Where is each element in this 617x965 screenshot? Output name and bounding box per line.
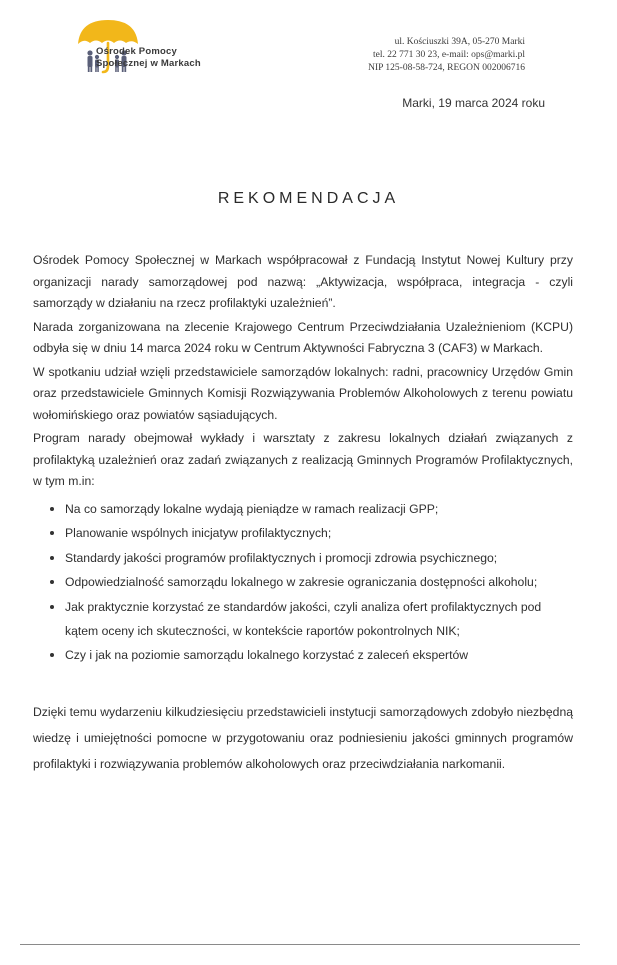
program-topics-list — [33, 497, 573, 668]
organization-name-line2: Społecznej w Markach — [96, 58, 201, 69]
organization-name-line1: Ośrodek Pomocy — [96, 46, 177, 57]
paragraph-participants: W spotkaniu udział wzięli przedstawiciele samorządów lokalnych: radni, pracownicy Urzędów Gmin oraz przedstawiciele Gminnych Komisji Rozwiązywania Problemów Alkoholowych z terenu powiatu wołomińskiego oraz powiatów sąsiadujących. — [33, 364, 573, 422]
list-item: Planowanie wspólnych inicjatyw profilaktycznych; — [50, 521, 573, 546]
list-item: Odpowiedzialność samorządu lokalnego w zakresie ograniczania dostępności alkoholu; — [50, 570, 573, 595]
paragraph-event: Narada zorganizowana na zlecenie Krajowego Centrum Przeciwdziałania Uzależnieniom (KCPU) odbyła się w dniu 14 marca 2024 roku w Centrum Aktywności Fabryczna 3 (CAF3) w Markach. — [33, 319, 573, 355]
list-item: Na co samorządy lokalne wydają pieniądze w ramach realizacji GPP; — [50, 497, 573, 522]
document-title: REKOMENDACJA — [217, 190, 400, 207]
footer-divider — [20, 944, 580, 945]
paragraph-closing: Dzięki temu wydarzeniu kilkudziesięciu przedstawicieli instytucji samorządowych zdobyło niezbędną wiedzę i umiejętności pomocne w przygotowaniu oraz podniesieniu jakości gminnych programów profilaktyki i rozwiązywania problemów alkoholowych oraz przeciwdziałania narkomanii. — [33, 705, 573, 771]
contact-phone-email: tel. 22 771 30 23, e-mail: ops@marki.pl — [372, 50, 525, 60]
contact-tax-ids: NIP 125-08-58-724, REGON 002006716 — [368, 63, 525, 73]
paragraph-intro: Ośrodek Pomocy Społecznej w Markach współpracował z Fundacją Instytut Nowej Kultury przy organizacji narady samorządowej pod nazwą: „Aktywizacja, współpraca, integracja - czyli samorządy w działaniu na rzecz profilaktyki uzależnień”. — [33, 253, 573, 310]
contact-block — [368, 36, 525, 75]
organization-name — [96, 46, 266, 70]
paragraph-program: Program narady obejmował wykłady i warsztaty z zakresu lokalnych działań związanych z profilaktyką uzależnień oraz zadań związanych z realizacją Gminnych Programów Profilaktycznych, w tym m.in: — [33, 431, 573, 488]
letter-body — [33, 250, 573, 777]
contact-address: ul. Kościuszki 39A, 05-270 Marki — [394, 37, 525, 47]
list-item: Standardy jakości programów profilaktycznych i promocji zdrowia psychicznego; — [50, 546, 573, 571]
list-item: Jak praktycznie korzystać ze standardów jakości, czyli analiza ofert profilaktycznych pod kątem oceny ich skuteczności, w kontekście raportów pokontrolnych NIK; — [50, 595, 573, 643]
list-item: Czy i jak na poziomie samorządu lokalnego korzystać z zaleceń ekspertów — [50, 643, 573, 668]
letter-date: Marki, 19 marca 2024 roku — [402, 96, 545, 110]
